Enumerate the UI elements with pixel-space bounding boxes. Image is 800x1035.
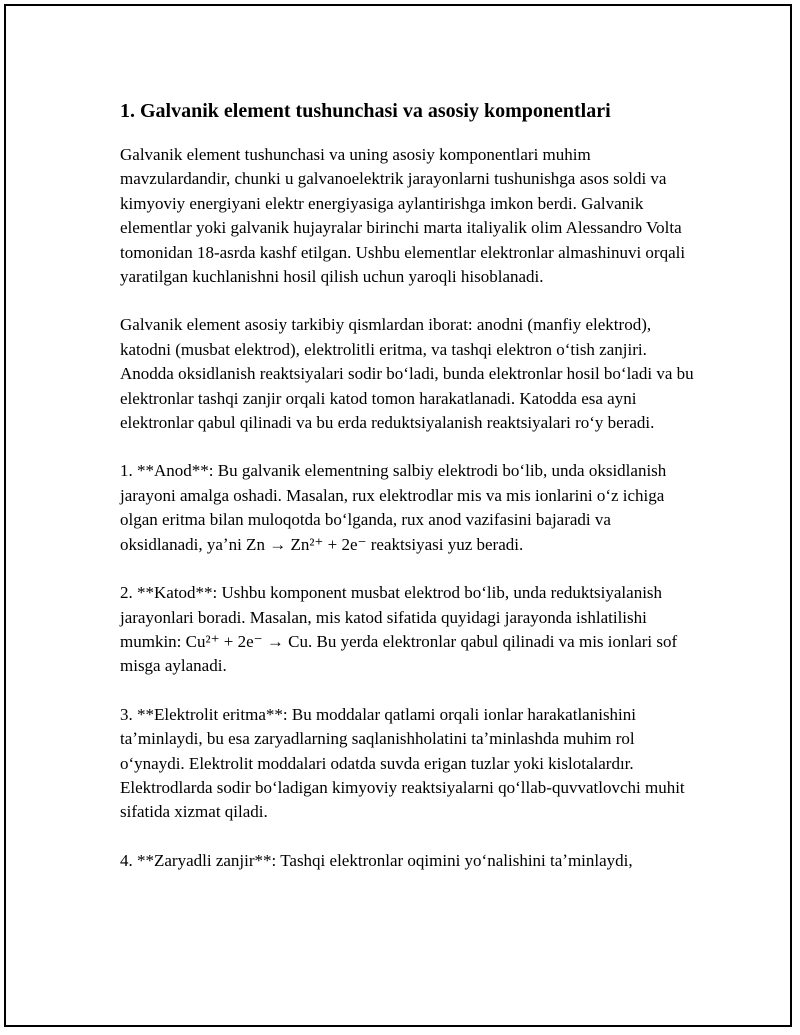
paragraph-components: Galvanik element asosiy tarkibiy qismlardan iborat: anodni (manfiy elektrod), katodni (musbat elektrod), elektrolitli eritma, va tashqi elektron oʻtish zanjiri. Anodda oksidlanish reaktsiyalari sodir boʻladi, bunda elektronlar hosil boʻladi va bu elektronlar tashqi zanjir orqali katod tomon harakatlanadi. Katodda esa ayni elektronlar qabul qilinadi va bu erda reduktsiyalanish reaktsiyalari roʻy beradi. [120,315,694,433]
paragraph-intro: Galvanik element tushunchasi va uning asosiy komponentlari muhim mavzulardandir, chunki u galvanoelektrik jarayonlarni tushunishga asos soldi va kimyoviy energiyani elektr energiyasiga aylantirishga imkon berdi. Galvanik elementlar yoki galvanik hujayralar birinchi marta italiyalik olim Alessandro Volta tomonidan 18-asrda kashf etilgan. Ushbu elementlar elektronlar almashinuvi orqali yaratilgan kuchlanishni hosil qilish uchun yaroqli hisoblanadi. [120,145,686,287]
document-page [4,4,792,1027]
paragraph-cathode: 2. **Katod**: Ushbu komponent musbat elektrod boʻlib, unda reduktsiyalanish jarayonlari boradi. Masalan, mis katod sifatida quyidagi jarayonda ishlatilishi mumkin: Cu²⁺ + 2e⁻ → Cu. Bu yerda elektronlar qabul qilinadi va mis ionlari sof misga aylanadi. [120,583,678,676]
document-body [120,98,696,897]
paragraph-circuit: 4. **Zaryadli zanjir**: Tashqi elektronlar oqimini yoʻnalishini taʼminlaydi, [120,850,633,870]
paragraph-electrolyte: 3. **Elektrolit eritma**: Bu moddalar qatlami orqali ionlar harakatlanishini taʼminlaydi, bu esa zaryadlarning saqlanishholatini taʼminlashda muhim rol oʻynaydi. Elektrolit moddalari odatda suvda erigan tuzlar yoki kislotalardır. Elektrodlarda sodir boʻladigan kimyoviy reaktsiyalarni qoʻllab-quvvatlovchi muhit sifatida xizmat qiladi. [120,704,685,822]
section-heading: 1. Galvanik element tushunchasi va asosiy komponentlari [120,100,611,122]
paragraph-anode: 1. **Anod**: Bu galvanik elementning salbiy elektrodi boʻlib, unda oksidlanish jarayoni amalga oshadi. Masalan, rux elektrodlar mis va mis ionlarini oʻz ichiga olgan eritma bilan muloqotda boʻlganda, rux anod vazifasini bajaradi va oksidlanadi, yaʼni Zn → Zn²⁺ + 2e⁻ reaktsiyasi yuz beradi. [120,461,667,554]
